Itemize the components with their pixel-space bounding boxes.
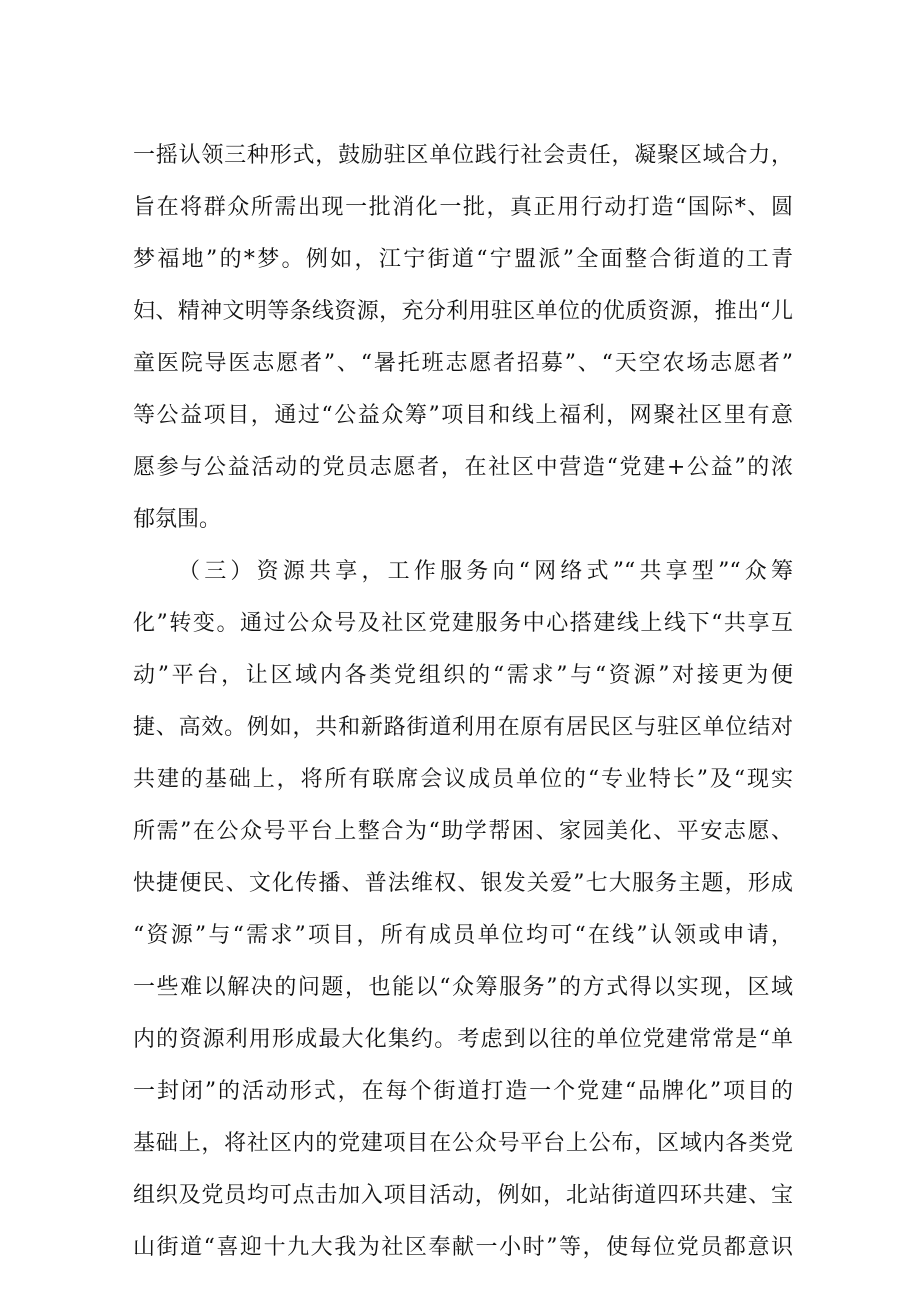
text-line: 所需”在公众号平台上整合为“助学帮困、家园美化、平安志愿、 (133, 819, 793, 844)
text-line: 组织及党员均可点击加入项目活动，例如，北站街道四环共建、宝 (133, 1183, 793, 1208)
text-line: 捷、高效。例如，共和新路街道利用在原有居民区与驻区单位结对 (133, 715, 793, 740)
text-line: 旨在将群众所需出现一批消化一批，真正用行动打造“国际*、圆 (133, 195, 793, 220)
text-line: 愿参与公益活动的党员志愿者，在社区中营造“党建+公益”的浓 (133, 455, 793, 480)
text-line: 化”转变。通过公众号及社区党建服务中心搭建线上线下“共享互 (133, 611, 793, 636)
text-line: 山街道“喜迎十九大我为社区奉献一小时”等，使每位党员都意识 (133, 1235, 793, 1260)
text-line: 郁氛围。 (133, 507, 222, 532)
text-line: 一摇认领三种形式，鼓励驻区单位践行社会责任，凝聚区域合力， (133, 143, 793, 168)
text-line: 内的资源利用形成最大化集约。考虑到以往的单位党建常常是“单 (133, 1027, 793, 1052)
text-line: 童医院导医志愿者”、“暑托班志愿者招募”、“天空农场志愿者” (133, 351, 793, 376)
text-line: 梦福地”的*梦。例如，江宁街道“宁盟派”全面整合街道的工青 (133, 247, 793, 272)
text-line: 动”平台，让区域内各类党组织的“需求”与“资源”对接更为便 (133, 663, 793, 688)
text-line: 一些难以解决的问题，也能以“众筹服务”的方式得以实现，区域 (133, 975, 793, 1000)
text-line: 等公益项目，通过“公益众筹”项目和线上福利，网聚社区里有意 (133, 403, 793, 428)
section-heading-line: （三）资源共享，工作服务向“网络式”“共享型”“众筹 (178, 559, 793, 584)
text-line: 快捷便民、文化传播、普法维权、银发关爱”七大服务主题，形成 (133, 871, 793, 896)
text-line: 基础上，将社区内的党建项目在公众号平台上公布，区域内各类党 (133, 1131, 793, 1156)
text-line: 一封闭”的活动形式，在每个街道打造一个党建“品牌化”项目的 (133, 1079, 793, 1104)
text-line: 共建的基础上，将所有联席会议成员单位的“专业特长”及“现实 (133, 767, 793, 792)
text-line: “资源”与“需求”项目，所有成员单位均可“在线”认领或申请， (133, 923, 793, 948)
text-line: 妇、精神文明等条线资源，充分利用驻区单位的优质资源，推出“儿 (133, 299, 793, 324)
